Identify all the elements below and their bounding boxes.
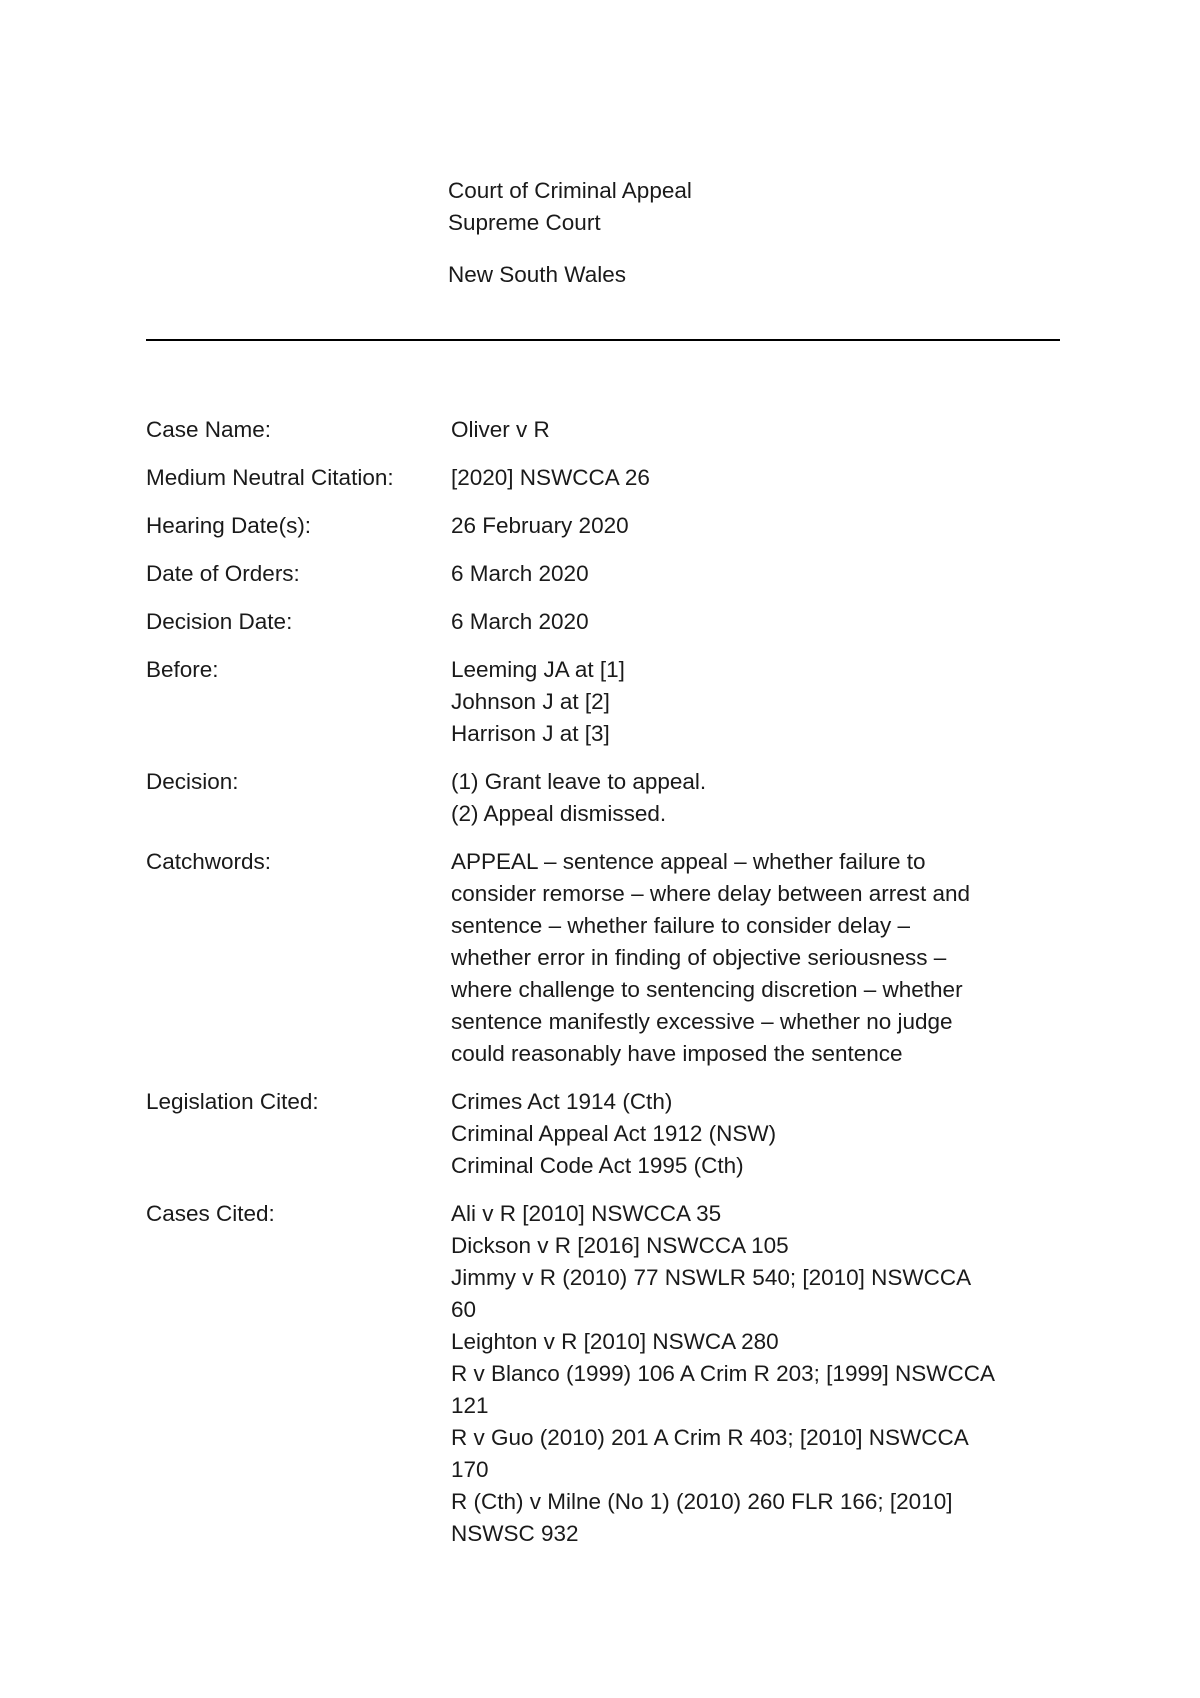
case-cited-line: R (Cth) v Milne (No 1) (2010) 260 FLR 166; [2010]	[451, 1489, 953, 1514]
decision-date-row	[146, 606, 1066, 638]
case-name-row	[146, 414, 1066, 446]
cases-label: Cases Cited:	[146, 1201, 275, 1226]
catchwords-line: consider remorse – where delay between arrest and	[451, 881, 971, 906]
decision-label: Decision:	[146, 769, 239, 794]
court-header	[448, 175, 692, 291]
catchwords-row	[146, 846, 1066, 1070]
case-cited-line: 170	[451, 1457, 489, 1482]
decision-order: (2) Appeal dismissed.	[451, 801, 667, 826]
hearing-dates-value: 26 February 2020	[451, 513, 629, 538]
catchwords-value	[451, 846, 1051, 1070]
case-cited-line: 121	[451, 1393, 489, 1418]
case-cited-line: Dickson v R [2016] NSWCCA 105	[451, 1233, 789, 1258]
citation-row	[146, 462, 1066, 494]
catchwords-line: whether error in finding of objective seriousness –	[451, 945, 947, 970]
date-of-orders-row	[146, 558, 1066, 590]
case-name-label: Case Name:	[146, 417, 272, 442]
decision-date-label: Decision Date:	[146, 609, 293, 634]
before-label: Before:	[146, 657, 219, 682]
legislation-value	[451, 1086, 1051, 1182]
court-division: Supreme Court	[448, 210, 601, 235]
case-cited-line: NSWSC 932	[451, 1521, 579, 1546]
header-divider	[146, 339, 1060, 341]
decision-date-value: 6 March 2020	[451, 609, 589, 634]
judge-name: Johnson J at [2]	[451, 689, 610, 714]
catchwords-line: APPEAL – sentence appeal – whether failure to	[451, 849, 926, 874]
case-cited-line: Leighton v R [2010] NSWCA 280	[451, 1329, 779, 1354]
decision-value	[451, 766, 1051, 830]
case-name-value: Oliver v R	[451, 417, 550, 442]
judge-name: Leeming JA at [1]	[451, 657, 625, 682]
citation-label: Medium Neutral Citation:	[146, 465, 394, 490]
hearing-dates-row	[146, 510, 1066, 542]
legislation-item: Criminal Appeal Act 1912 (NSW)	[451, 1121, 777, 1146]
cases-value	[451, 1198, 1051, 1550]
before-value	[451, 654, 1051, 750]
court-jurisdiction: New South Wales	[448, 262, 626, 287]
decision-order: (1) Grant leave to appeal.	[451, 769, 707, 794]
citation-value: [2020] NSWCCA 26	[451, 465, 650, 490]
legislation-row	[146, 1086, 1066, 1182]
hearing-dates-label: Hearing Date(s):	[146, 513, 312, 538]
case-cited-line: 60	[451, 1297, 477, 1322]
catchwords-line: where challenge to sentencing discretion – whether	[451, 977, 963, 1002]
catchwords-line: could reasonably have imposed the sentence	[451, 1041, 903, 1066]
case-cited-line: R v Blanco (1999) 106 A Crim R 203; [1999] NSWCCA	[451, 1361, 995, 1386]
case-cited-line: R v Guo (2010) 201 A Crim R 403; [2010] NSWCCA	[451, 1425, 969, 1450]
court-name: Court of Criminal Appeal	[448, 178, 692, 203]
before-row	[146, 654, 1066, 750]
date-of-orders-value: 6 March 2020	[451, 561, 589, 586]
legislation-item: Criminal Code Act 1995 (Cth)	[451, 1153, 744, 1178]
judge-name: Harrison J at [3]	[451, 721, 610, 746]
case-cited-line: Jimmy v R (2010) 77 NSWLR 540; [2010] NSWCCA	[451, 1265, 972, 1290]
case-details	[146, 414, 1066, 1566]
catchwords-label: Catchwords:	[146, 849, 272, 874]
legislation-item: Crimes Act 1914 (Cth)	[451, 1089, 673, 1114]
cases-row	[146, 1198, 1066, 1550]
catchwords-line: sentence manifestly excessive – whether no judge	[451, 1009, 953, 1034]
case-cited-line: Ali v R [2010] NSWCCA 35	[451, 1201, 722, 1226]
date-of-orders-label: Date of Orders:	[146, 561, 300, 586]
decision-row	[146, 766, 1066, 830]
catchwords-line: sentence – whether failure to consider delay –	[451, 913, 911, 938]
legislation-label: Legislation Cited:	[146, 1089, 319, 1114]
